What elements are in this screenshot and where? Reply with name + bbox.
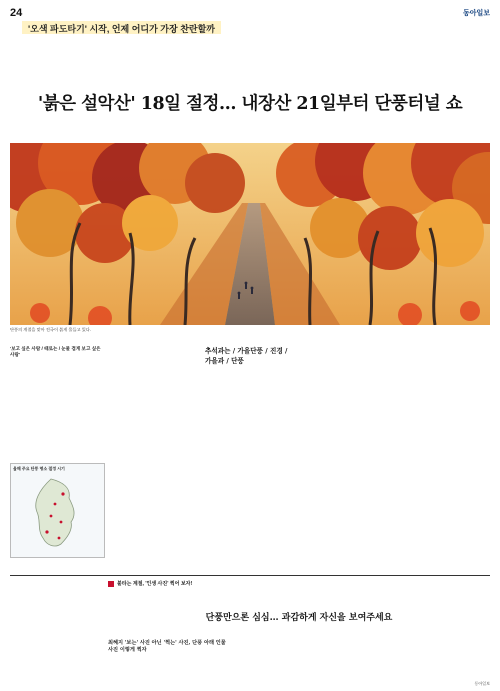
page-number: 24 — [10, 7, 23, 19]
article-column-1 — [10, 346, 102, 458]
main-photo — [10, 143, 490, 325]
second-headline: 단풍만으론 심심… 과감하게 자신을 보여주세요 — [205, 613, 393, 623]
article-column-4 — [300, 346, 392, 496]
autumn-road-illustration — [10, 143, 490, 325]
article-column-3 — [205, 346, 295, 496]
deck: 최혜지 '보는' 사진 아닌 '찍는' 사진, 단풍 아래 인물 사진 이렇게 찍자 — [108, 640, 226, 653]
section-tag-label: 불타는 계절, '인생 사진' 찍어 보자! — [117, 581, 193, 587]
article-column-5 — [397, 346, 490, 496]
masthead: 동아일보 — [462, 10, 490, 17]
main-headline: '붉은 설악산' 18일 절정… 내장산 21일부터 단풍터널 쇼 — [37, 94, 463, 114]
foliage-map — [10, 463, 105, 558]
korea-map-illustration — [11, 474, 104, 554]
kicker: '오색 파도타기' 시작, 언제 어디가 가장 찬란할까 — [22, 21, 221, 34]
pull-quote: 추석과는 / 가을단풍 / 진경 / 가을과 / 단풍 — [205, 347, 288, 365]
section-tag — [108, 580, 192, 587]
photo-caption: 단풍의 계절을 맞아 전국이 붉게 물들고 있다. — [10, 327, 91, 332]
article-column-2 — [108, 346, 200, 496]
section-divider — [10, 575, 490, 576]
tag-marker-icon — [108, 581, 114, 587]
map-title: 올해 주요 단풍 명소 절정 시기 — [13, 466, 65, 471]
lead-quote: '보고 싶은 사람 / 때로는 / 눈물 겹게 보고 싶은 사람' — [10, 346, 101, 357]
page-header — [10, 6, 490, 20]
byline: 동아일보 — [474, 681, 490, 686]
